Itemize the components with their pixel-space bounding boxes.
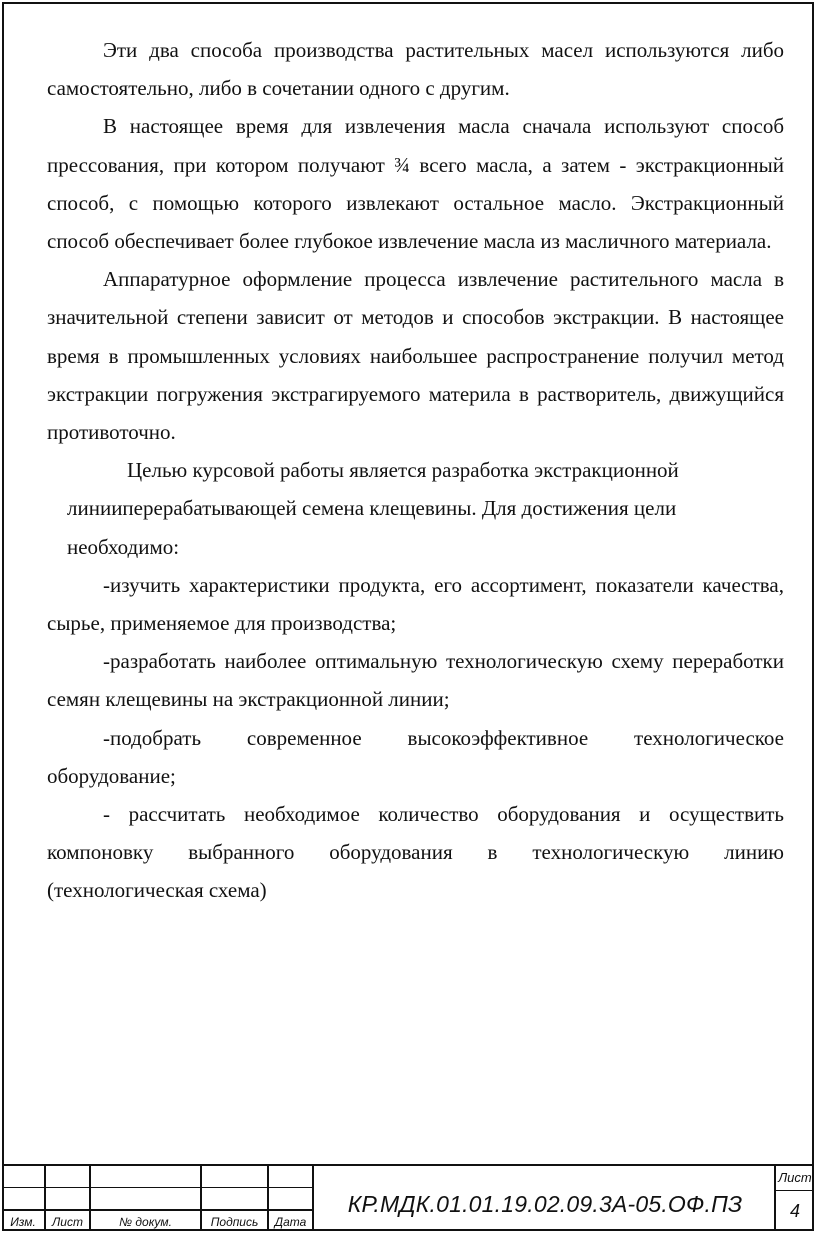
header-signature: Подпись: [210, 1215, 259, 1229]
paragraph-3: Аппаратурное оформление процесса извлечение растительного масла в значительной степени зависит от методов и способов экстракции. В настоящее время в промышленных условиях наибольшее распространение получил метод экстракции погружения экстрагируемого материла в растворитель, движущийся противоточно.: [47, 267, 784, 445]
document-body: [47, 31, 784, 910]
paragraph-goal: Целью курсовой работы является разработка экстракционной линииперерабатывающей семена клещевины. Для достижения цели необходимо:: [67, 458, 679, 559]
header-doc-number: № докум.: [119, 1215, 172, 1229]
header-sheet: Лист: [52, 1215, 83, 1229]
task-item-1: -изучить характеристики продукта, его ассортимент, показатели качества, сырье, применяемое для производства;: [47, 572, 784, 636]
task-item-3: -подобрать современное высокоэффективное технологическое оборудование;: [47, 725, 784, 788]
sheet-cell-line: [774, 1190, 814, 1191]
header-change: Изм.: [10, 1215, 36, 1229]
stamp-row-line: [2, 1209, 314, 1211]
document-number: КР.МДК.01.01.19.02.09.3А-05.ОФ.ПЗ: [347, 1191, 743, 1217]
header-date: Дата: [274, 1215, 307, 1229]
stamp-row-line: [2, 1187, 314, 1188]
paragraph-1: Эти два способа производства растительных масел используются либо самостоятельно, либо в сочетании одного с другим.: [47, 38, 784, 101]
sheet-number: 4: [789, 1201, 800, 1221]
title-block: [2, 1164, 814, 1231]
task-item-2: -разработать наиболее оптимальную технологическую схему переработки семян клещевины на экстракционной линии;: [47, 649, 784, 712]
paragraph-2: В настоящее время для извлечения масла сначала используют способ прессования, при котором получают ¾ всего масла, а затем - экстракционный способ, с помощью которого извлекают остальное масло. Экстракционный способ обеспечивает более глубокое извлечение масла из масличного материала.: [47, 114, 784, 254]
sheet-label: Лист: [778, 1170, 812, 1185]
task-item-4: - рассчитать необходимое количество оборудования и осуществить компоновку выбранного оборудования в технологическую линию (технологическая схема): [47, 802, 784, 903]
stamp-divider: [312, 1166, 314, 1231]
